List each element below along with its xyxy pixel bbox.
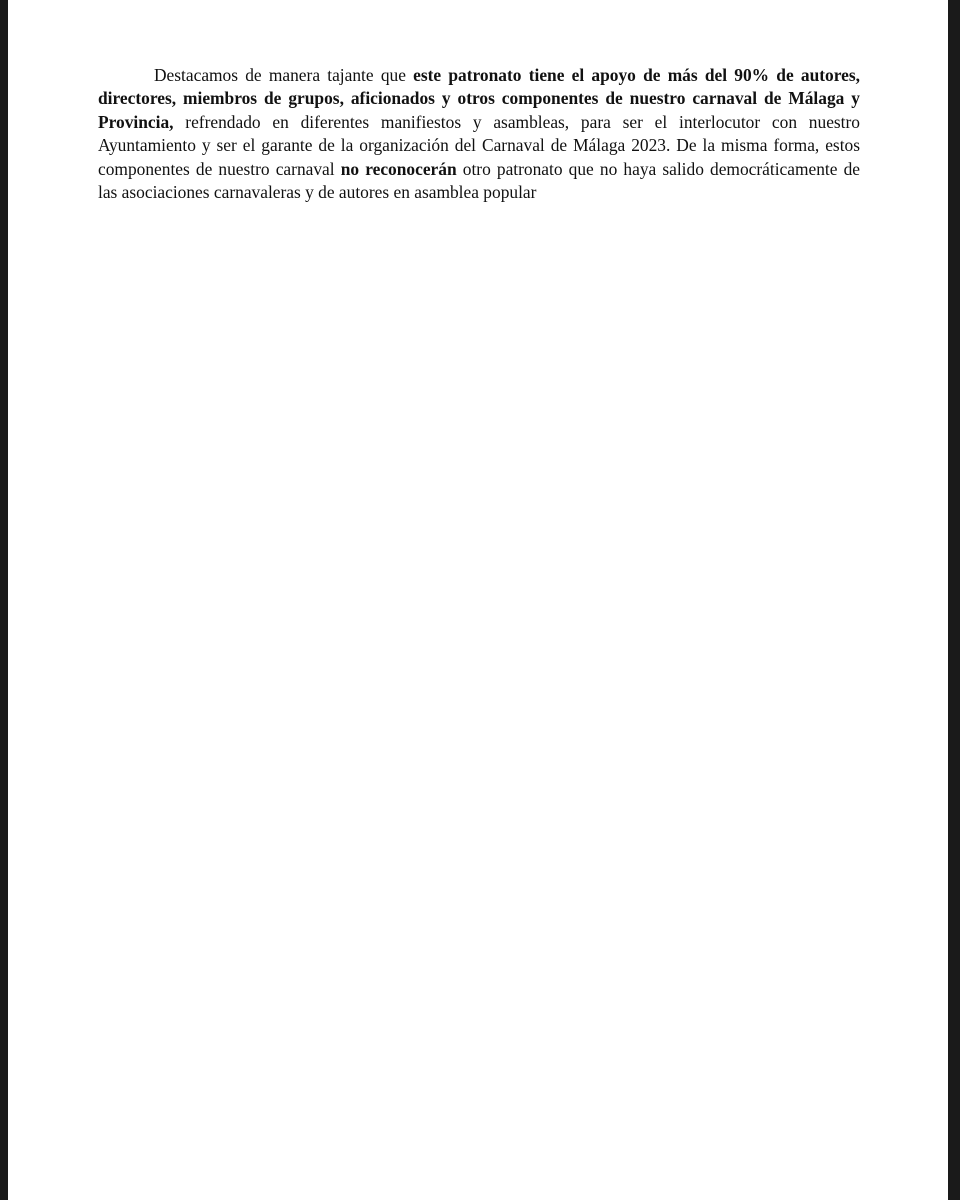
document-page bbox=[8, 0, 948, 1200]
right-frame-border bbox=[948, 0, 960, 1200]
body-paragraph bbox=[98, 64, 860, 204]
paragraph-text-3: otro patronato que no haya salido democráticamente de las asociaciones carnavaleras y de autores en asamblea popular bbox=[98, 158, 860, 203]
paragraph-bold-2: no reconocerán bbox=[340, 158, 457, 179]
paragraph-text-1: Destacamos de manera tajante que bbox=[154, 65, 414, 85]
left-frame-border bbox=[0, 0, 8, 1200]
paragraph-text-2: refrendado en diferentes manifiestos y asambleas, para ser el interlocutor con nuestro Ayuntamiento y ser el garante de la organización del Carnaval de Málaga 2023. De la misma forma, estos componentes de nuestro carnaval bbox=[98, 111, 860, 179]
paragraph-bold-1: este patronato tiene el apoyo de más del 90% de autores, directores, miembros de grupos, aficionados y otros componentes de nuestro carnaval de Málaga y Provincia, bbox=[98, 65, 860, 132]
